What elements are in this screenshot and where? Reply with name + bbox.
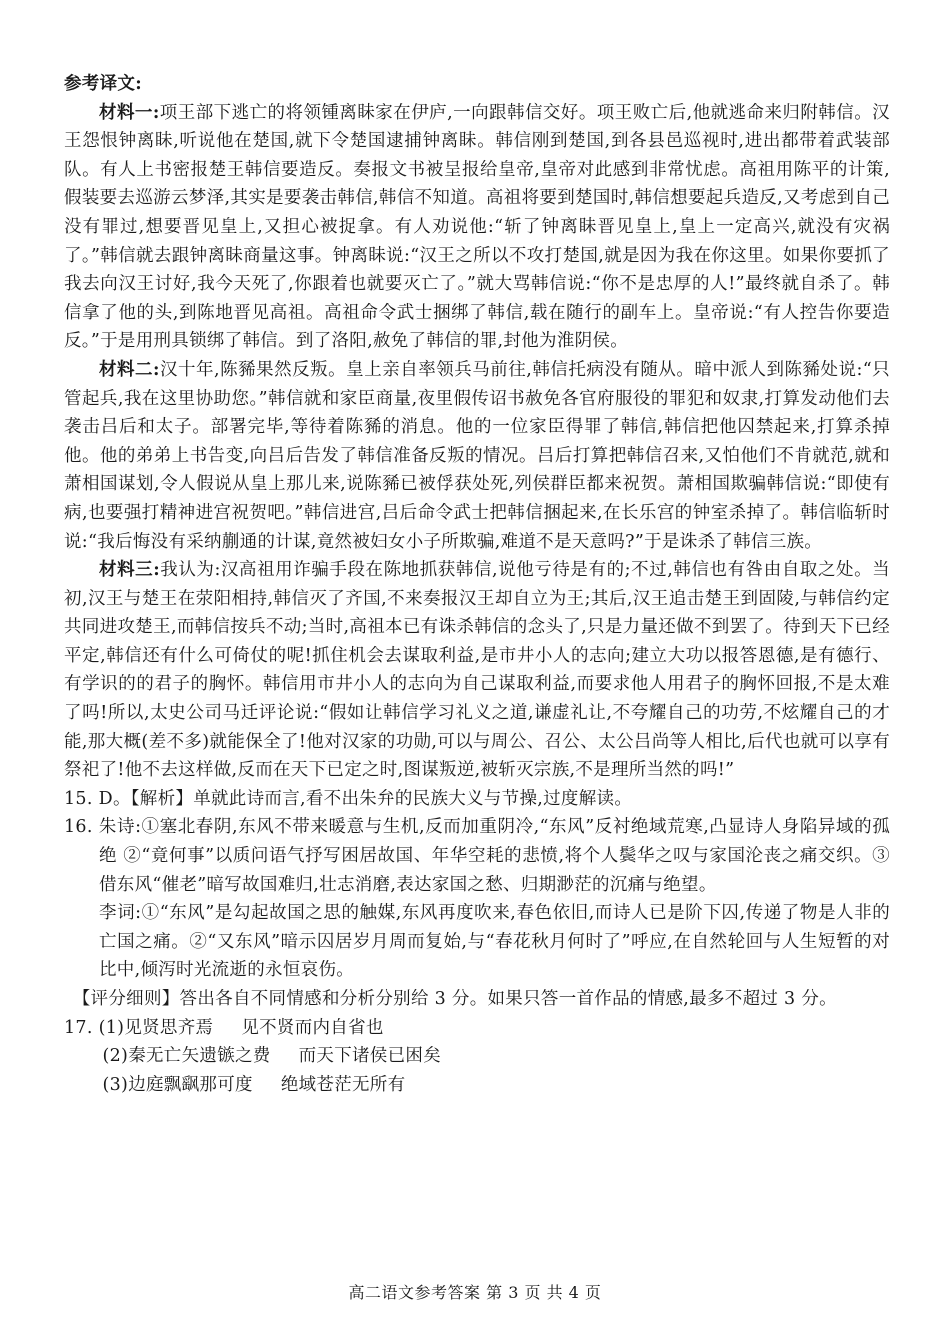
- material-one: [64, 99, 890, 356]
- question-16-scoring: 【评分细则】答出各自不同情感和分析分别给 3 分。如果只答一首作品的情感,最多不超过 3 分。: [72, 989, 837, 1009]
- material-three-label: 材料三:: [99, 560, 160, 581]
- recite-item-1-line-a: 见贤思齐焉: [124, 1017, 214, 1038]
- material-two: [64, 356, 890, 556]
- recite-item-3-number: (3): [102, 1074, 129, 1095]
- recite-item-2-number: (2): [102, 1046, 129, 1067]
- page-footer: 高二语文参考答案 第 3 页 共 4 页: [348, 1283, 602, 1302]
- page-content: [64, 70, 890, 1099]
- material-one-text: 项王部下逃亡的将领锺离眛家在伊庐,一向跟韩信交好。项王败亡后,他就逃命来归附韩信。汉王怨恨钟离眛,听说他在楚国,就下令楚国逮捕钟离眛。韩信刚到楚国,到各县邑巡视时,进出都带着武装部队。有人上书密报楚王韩信要造反。奏报文书被呈报给皇帝,皇帝对此感到非常忧虑。高祖用陈平的计策,假装要去巡游云梦泽,其实是要袭击韩信,韩信不知道。高祖将要到楚国时,韩信想要起兵造反,又考虑到自己没有罪过,想要晋见皇上,又担心被捉拿。有人劝说他:“斩了钟离眛晋见皇上,皇上一定高兴,就没有灾祸了。”韩信就去跟钟离眛商量这事。钟离眛说:“汉王之所以不攻打楚国,就是因为我在你这里。如果你要抓了我去向汉王讨好,我今天死了,你跟着也就要灭亡了。”就大骂韩信说:“你不是忠厚的人!”最终就自杀了。韩信拿了他的头,到陈地晋见高祖。高祖命令武士捆绑了韩信,载在随行的副车上。皇帝说:“有人控告你要造反。”于是用刑具锁绑了韩信。到了洛阳,赦免了韩信的罪,封他为淮阴侯。: [64, 102, 890, 352]
- material-three: [64, 556, 890, 785]
- recite-item-2-line-b: 而天下诸侯已困矣: [298, 1046, 442, 1067]
- material-two-text: 汉十年,陈豨果然反叛。皇上亲自率领兵马前往,韩信托病没有随从。暗中派人到陈豨处说:“只管起兵,我在这里协助您。”韩信就和家臣商量,夜里假传诏书赦免各官府服役的罪犯和奴隶,打算发动他们去袭击吕后和太子。部署完毕,等待着陈豨的消息。他的一位家臣得罪了韩信,韩信把他囚禁起来,打算杀掉他。他的弟弟上书告变,向吕后告发了韩信准备反叛的情况。吕后打算把韩信召来,又怕他们不肯就范,就和萧相国谋划,令人假说从皇上那儿来,说陈豨已被俘获处死,列侯群臣都来祝贺。萧相国欺骗韩信说:“即使有病,也要强打精神进宫祝贺吧。”韩信进宫,吕后命令武士把韩信捆起来,在长乐宫的钟室杀掉了。韩信临斩时说:“我后悔没有采纳蒯通的计谋,竟然被妇女小子所欺骗,难道不是天意吗?”于是诛杀了韩信三族。: [64, 359, 890, 552]
- material-three-text: 我认为:汉高祖用诈骗手段在陈地抓获韩信,说他亏待是有的;不过,韩信也有咎由自取之处。当初,汉王与楚王在荥阳相持,韩信灭了齐国,不来奏报汉王却自立为王;其后,汉王追击楚王到固陵,与韩信约定共同进攻楚王,而韩信按兵不动;当时,高祖本已有诛杀韩信的念头了,只是力量还做不到罢了。待到天下已经平定,韩信还有什么可倚仗的呢!抓住机会去谋取利益,是市井小人的志向;建立大功以报答恩德,是有德行、有学识的的君子的胸怀。韩信用市井小人的志向为自己谋取利益,而要求他人用君子的胸怀回报,不是太难了吗!所以,太史公司马迁评论说:“假如让韩信学习礼义之道,谦虚礼让,不夸耀自己的功劳,不炫耀自己的才能,那大概(差不多)就能保全了!他对汉家的功勋,可以与周公、召公、太公吕尚等人相比,后代也就可以享有祭祀了!他不去这样做,反而在天下已定之时,图谋叛逆,被斩灭宗族,不是理所当然的吗!”: [64, 560, 890, 781]
- question-17-number: 17.: [64, 1017, 93, 1038]
- section-heading: 参考译文:: [64, 74, 142, 94]
- question-16-number: 16.: [64, 817, 93, 838]
- question-17: [64, 1014, 890, 1043]
- recite-item-2: [64, 1042, 890, 1071]
- material-one-label: 材料一:: [99, 102, 160, 123]
- question-15: [64, 785, 890, 814]
- recite-item-1-number: (1): [98, 1017, 125, 1038]
- question-15-number: 15.: [64, 788, 93, 809]
- question-16-li-ci: 李词:①“东风”是勾起故国之思的触媒,东风再度吹来,春色依旧,而诗人已是阶下囚,传递了物是人非的亡国之痛。②“又东风”暗示囚居岁月周而复始,与“春花秋月何时了”呼应,在自然轮回与人生短暂的对比中,倾泻时光流逝的永恒哀伤。: [99, 903, 890, 981]
- material-two-label: 材料二:: [99, 359, 160, 380]
- recite-item-3-line-b: 绝域苍茫无所有: [280, 1074, 406, 1095]
- question-16-zhu-poem: 朱诗:①塞北春阴,东风不带来暖意与生机,反而加重阴冷,“东风”反衬绝域荒寒,凸显诗人身陷异域的孤绝 ②“竟何事”以质问语气抒写困居故国、年华空耗的悲愤,将个人鬓华之叹与家国沦丧之痛交织。③借东风“催老”暗写故国难归,壮志消磨,表达家国之愁、归期渺茫的沉痛与绝望。: [98, 817, 890, 895]
- recite-item-3: [64, 1071, 890, 1100]
- recite-item-1-line-b: 见不贤而内自省也: [241, 1017, 384, 1038]
- recite-item-3-line-a: 边庭飘飖那可度: [128, 1074, 253, 1095]
- recite-item-2-line-a: 秦无亡矢遗镞之费: [128, 1046, 271, 1067]
- question-15-answer: D。【解析】单就此诗而言,看不出朱弁的民族大义与节操,过度解读。: [98, 788, 633, 809]
- question-16: [64, 813, 890, 899]
